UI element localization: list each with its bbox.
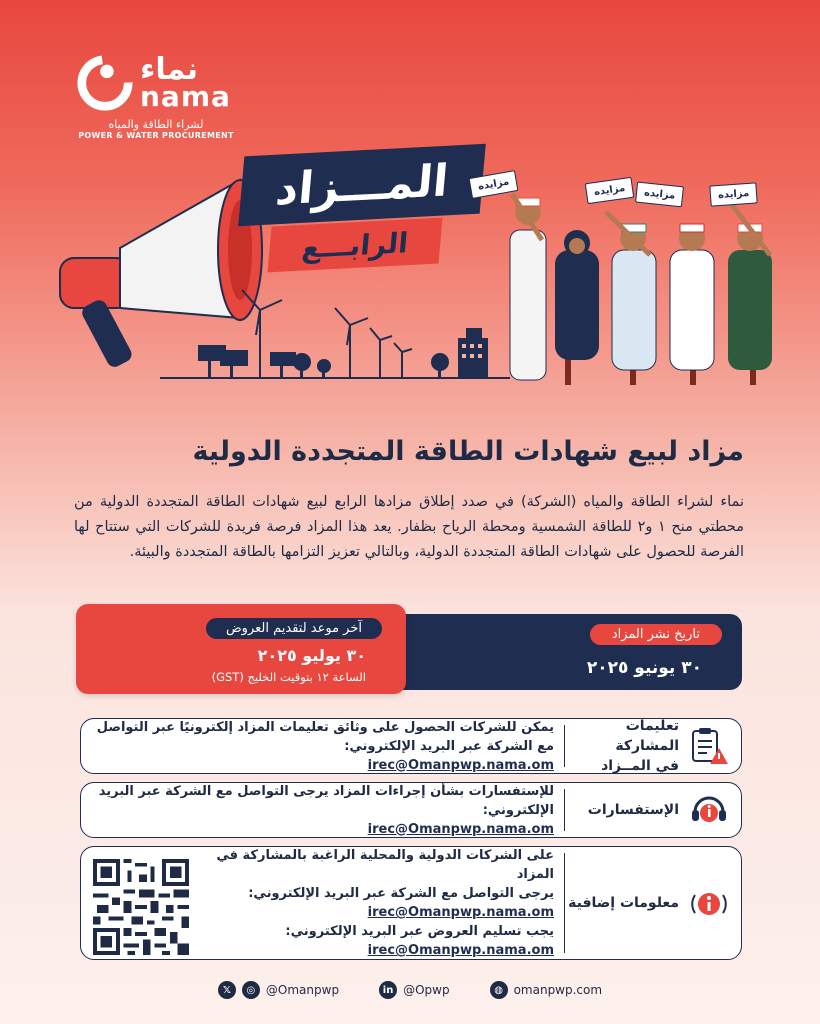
megaphone-icon bbox=[60, 180, 262, 370]
intro-paragraph: نماء لشراء الطاقة والمياه (الشركة) في صدد إطلاق مزادها الرابع لبيع شهادات الطاقة المتجددة الدولية من محطتي منح ١ و٢ للطاقة الشمسية ومحطة الرياح بظفار. يعد هذا المزاد فرصة فريدة للشركات التي ستتاح لها الفرصة للحصول على شهادات الطاقة المتجددة الدولية، وبالتالي تعزيز التزامها بالطاقة المتجددة والبيئة. bbox=[74, 494, 744, 560]
inquiries-text: للإستفسارات بشأن إجراءات المزاد يرجى التواصل مع الشركة عبر البريد الإلكتروني: bbox=[98, 783, 554, 818]
inquiries-label-text: الإستفسارات bbox=[587, 802, 679, 818]
qr-code[interactable] bbox=[93, 859, 189, 955]
hero-illustration bbox=[30, 140, 810, 410]
bid-sign: مزايده bbox=[635, 182, 684, 208]
additional-info-label-text: معلومات إضافية bbox=[568, 895, 679, 911]
linkedin-icon: in bbox=[379, 981, 397, 999]
brand-name-en: nama bbox=[140, 80, 231, 113]
banner-main-text: المـــزاد bbox=[273, 155, 451, 215]
footer-website[interactable] bbox=[490, 981, 602, 999]
instructions-label-line1: تعليمات المشاركة bbox=[615, 718, 679, 754]
inquiries-email-link[interactable]: irec@Omanpwp.nama.om bbox=[367, 821, 554, 837]
deadline-card bbox=[76, 604, 406, 694]
instructions-label-line2: في المــزاد bbox=[601, 758, 679, 774]
publish-date-card bbox=[358, 614, 742, 690]
banner-main bbox=[238, 144, 486, 226]
inquiries-card bbox=[80, 782, 742, 838]
instructions-card bbox=[80, 718, 742, 774]
building bbox=[458, 328, 488, 378]
brand-subtitle-en: POWER & WATER PROCUREMENT bbox=[78, 131, 234, 140]
clipboard-warning-icon bbox=[689, 726, 729, 766]
brand-logo bbox=[76, 54, 236, 140]
bid-sign: مزايده bbox=[469, 170, 519, 199]
footer-social bbox=[0, 976, 820, 1004]
support-headset-icon bbox=[689, 790, 729, 830]
banner-sub bbox=[267, 218, 442, 273]
additional-email-link-2[interactable]: irec@Omanpwp.nama.om bbox=[367, 943, 554, 958]
globe-icon: ◍ bbox=[490, 981, 508, 999]
bid-sign: مزايده bbox=[585, 177, 635, 204]
dates-section bbox=[76, 604, 742, 696]
nama-logo-icon bbox=[76, 54, 134, 112]
info-icon bbox=[689, 883, 729, 923]
brand-name-ar: نماء bbox=[140, 52, 198, 87]
additional-email-link-1[interactable]: irec@Omanpwp.nama.om bbox=[367, 905, 554, 920]
deadline-time: الساعة ١٢ بتوقيت الخليج (GST) bbox=[211, 670, 366, 684]
brand-subtitle-ar: لشراء الطاقة والمياه bbox=[108, 118, 204, 131]
deadline-label: آخر موعد لتقديم العروض bbox=[206, 618, 382, 639]
publish-date-value: ٣٠ يونيو ٢٠٢٥ bbox=[586, 658, 702, 678]
footer-website-text: omanpwp.com bbox=[513, 983, 603, 997]
additional-info-line3: يجب تسليم العروض عبر البريد الإلكتروني: bbox=[285, 924, 554, 939]
bid-sign: مزايده bbox=[709, 182, 758, 206]
instagram-icon: ◎ bbox=[242, 981, 260, 999]
additional-info-line2: يرجى التواصل مع الشركة عبر البريد الإلكتروني: bbox=[248, 886, 554, 901]
additional-info-card bbox=[80, 846, 742, 960]
footer-linkedin-handle: @Opwp bbox=[403, 983, 450, 997]
inquiries-body bbox=[93, 783, 565, 837]
footer-linkedin[interactable] bbox=[379, 981, 450, 999]
instructions-text: يمكن للشركات الحصول على وثائق تعليمات المزاد إلكترونيًا عبر التواصل مع الشركة عبر البريد الإلكتروني: bbox=[96, 719, 554, 754]
footer-x-instagram[interactable] bbox=[218, 981, 339, 999]
trees bbox=[293, 353, 449, 378]
deadline-value: ٣٠ يوليو ٢٠٢٥ bbox=[257, 646, 366, 665]
additional-info-label bbox=[565, 847, 741, 959]
additional-info-line1: على الشركات الدولية والمحلية الراغبة بالمشاركة في المزاد bbox=[216, 848, 554, 882]
page-title: مزاد لبيع شهادات الطاقة المتجددة الدولية bbox=[192, 436, 744, 467]
instructions-label bbox=[565, 719, 741, 773]
footer-x-handle: @Omanpwp bbox=[265, 983, 340, 997]
banner-sub-text: الرابـــع bbox=[300, 225, 410, 265]
publish-date-label: تاريخ نشر المزاد bbox=[590, 624, 722, 645]
bidders-group bbox=[510, 194, 772, 385]
additional-info-body bbox=[199, 848, 565, 958]
instructions-body bbox=[93, 719, 565, 773]
x-icon: 𝕏 bbox=[218, 981, 236, 999]
solar-panels bbox=[198, 345, 296, 378]
instructions-email-link[interactable]: irec@Omanpwp.nama.om bbox=[367, 757, 554, 773]
inquiries-label bbox=[565, 783, 741, 837]
